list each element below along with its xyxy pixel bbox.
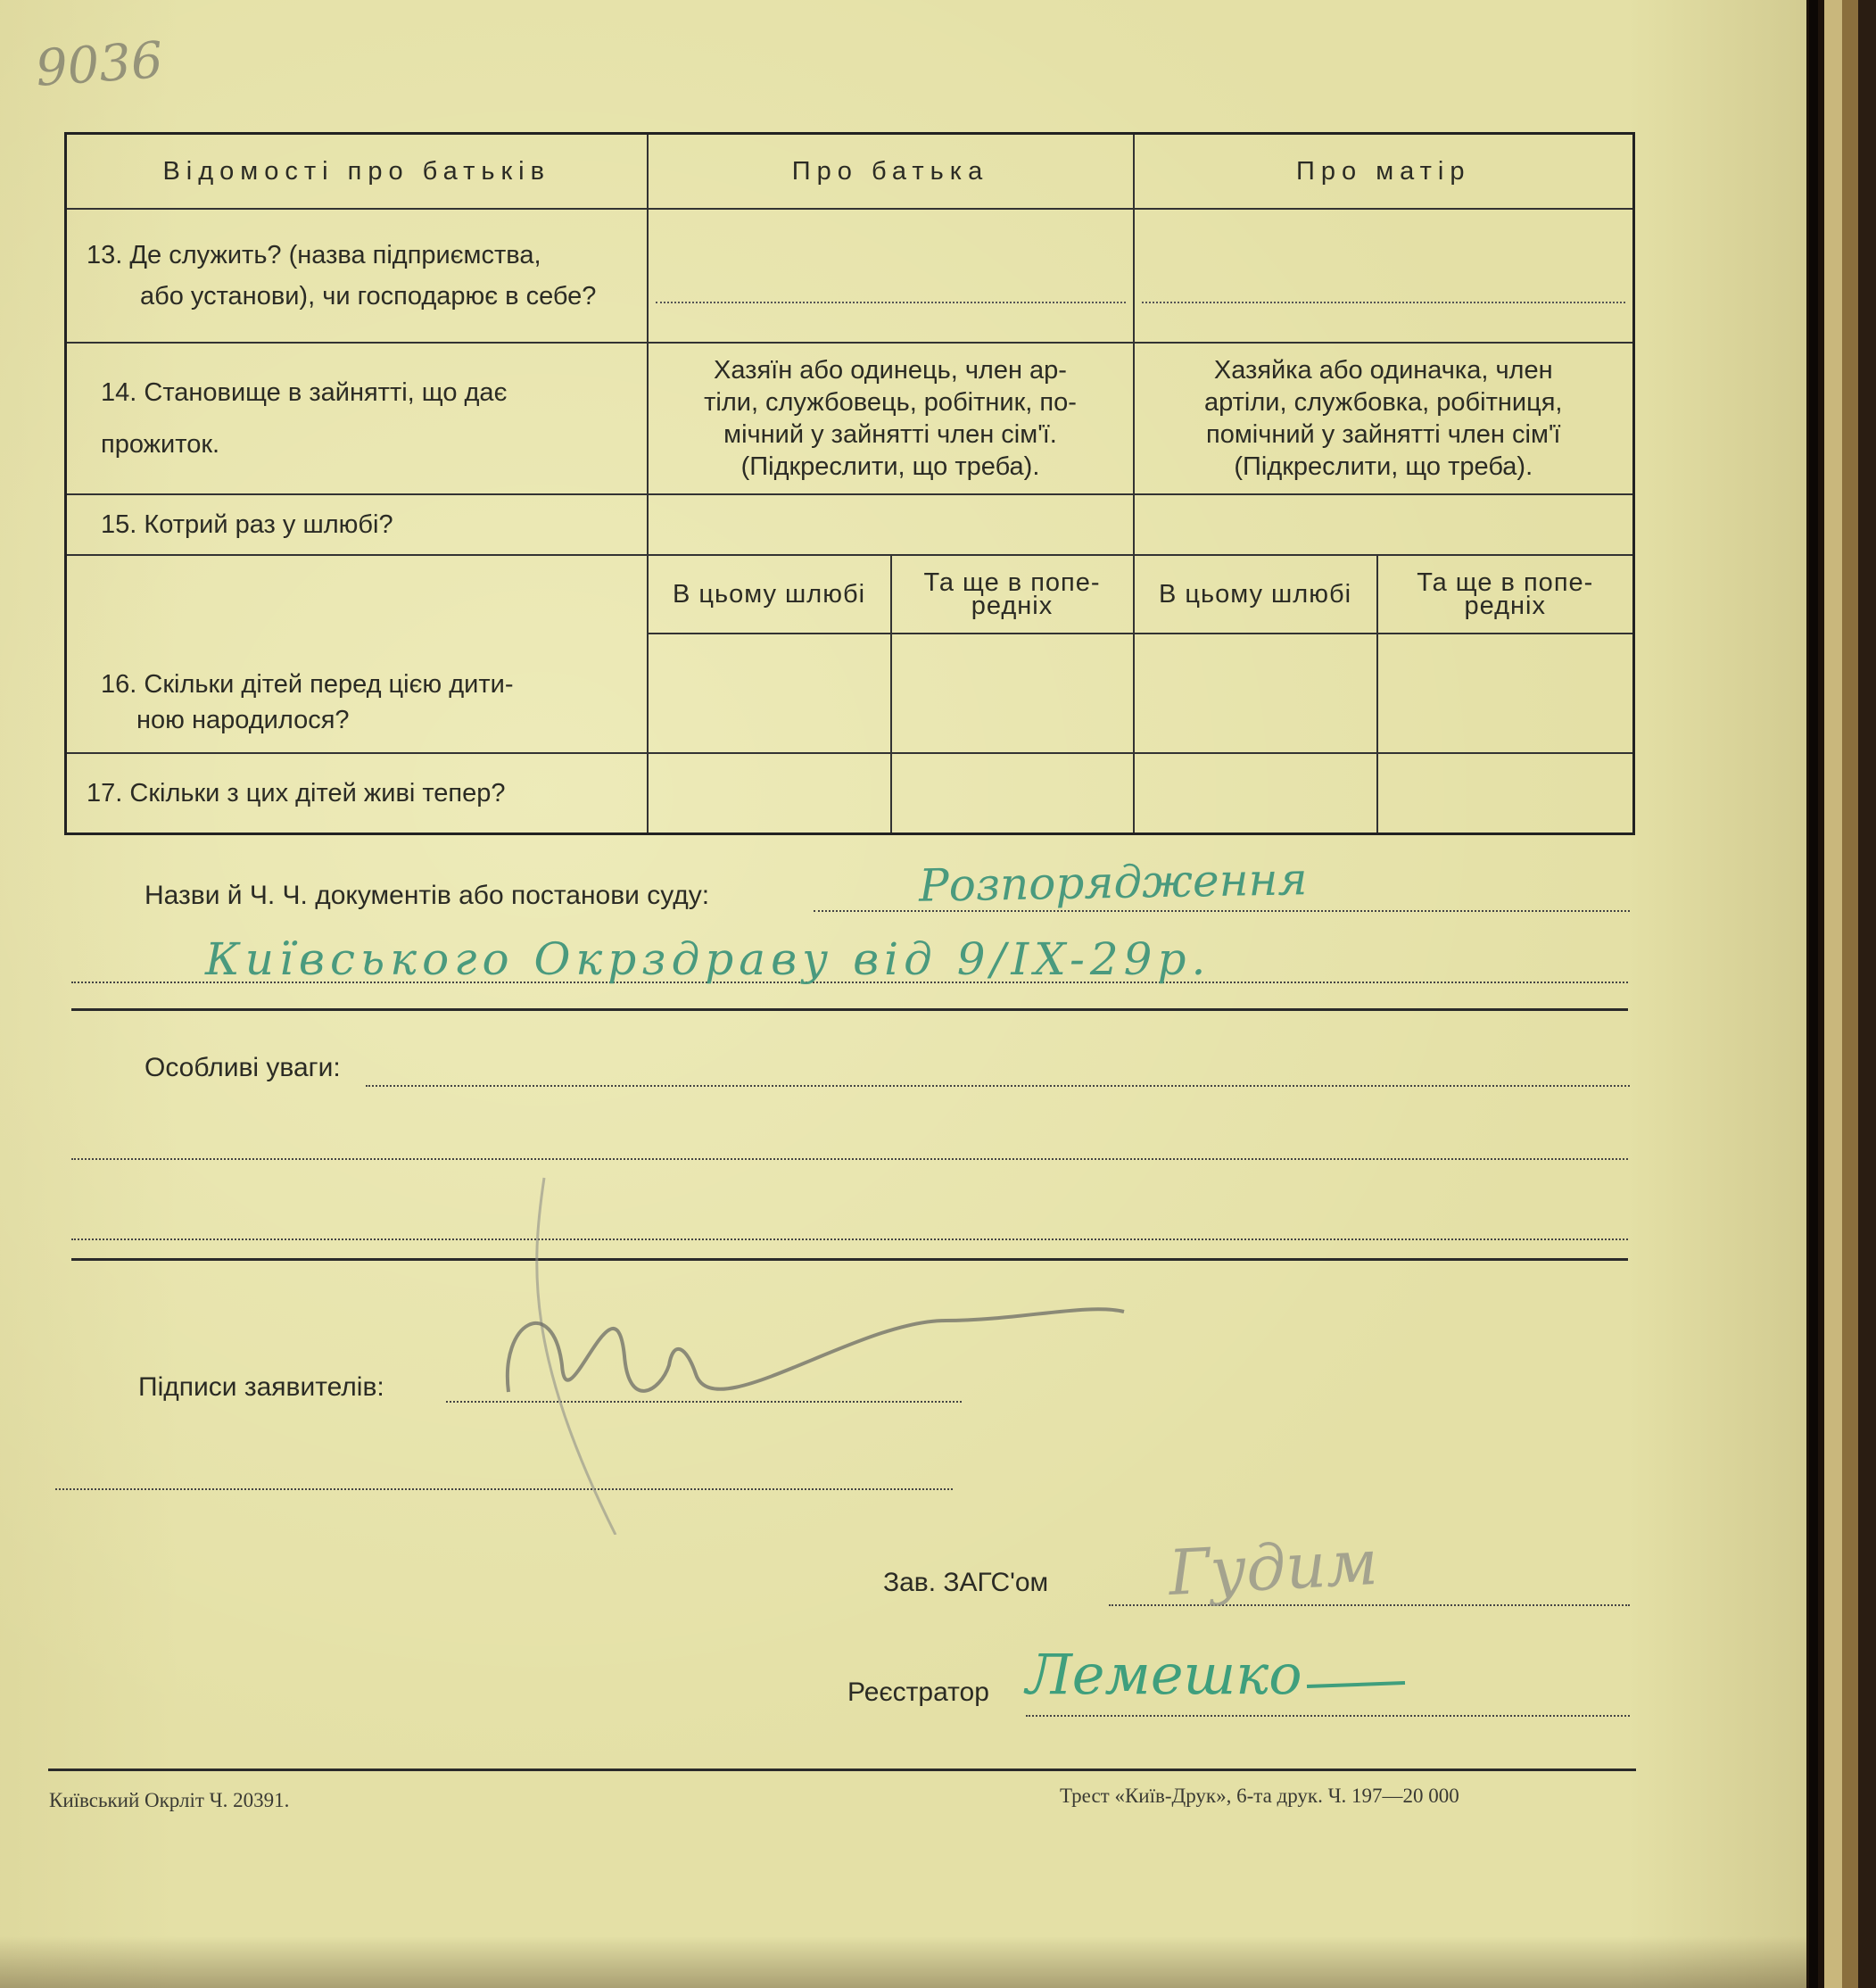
q17-father-previous-cell[interactable] bbox=[891, 753, 1134, 833]
q14-mother-line4: (Підкреслити, що треба). bbox=[1234, 452, 1533, 481]
q15-mother-cell[interactable] bbox=[1134, 494, 1634, 555]
question-14-line2: прожиток. bbox=[101, 430, 220, 459]
question-16-line2: ною народилося? bbox=[136, 706, 350, 734]
q17-mother-this-marriage-cell[interactable] bbox=[1134, 753, 1377, 833]
q14-mother-line1: Хазяйка або одиначка, член bbox=[1213, 356, 1553, 385]
q14-father-line1: Хазяїн або одинець, член ар- bbox=[714, 356, 1067, 385]
registrar-signature-stroke bbox=[1302, 1670, 1409, 1697]
header-about-father: Про батька bbox=[648, 134, 1134, 210]
mother-previous-header: Та ще в попе-редніх bbox=[1377, 555, 1634, 634]
remarks-line-1[interactable] bbox=[366, 1085, 1630, 1087]
question-13-line1: 13. Де служить? (назва підприємства, bbox=[87, 241, 541, 269]
q16-mother-previous-cell[interactable] bbox=[1377, 634, 1634, 753]
q13-father-cell[interactable] bbox=[648, 209, 1134, 343]
question-17: 17. Скільки з цих дітей живі тепер? bbox=[66, 753, 648, 833]
documents-label: Назви й Ч. Ч. документів або постанови суду: bbox=[145, 881, 710, 910]
mother-this-marriage-header: В цьому шлюбі bbox=[1134, 555, 1377, 634]
applicants-signatures-label: Підписи заявителів: bbox=[138, 1372, 384, 1402]
header-about-mother: Про матір bbox=[1134, 134, 1634, 210]
question-14-line1: 14. Становище в зайнятті, що дає bbox=[101, 378, 508, 407]
parents-info-table bbox=[64, 132, 1635, 835]
footer-right-imprint: Трест «Київ-Друк», 6-та друк. Ч. 197—20 000 bbox=[1060, 1785, 1459, 1807]
q14-father-options[interactable] bbox=[648, 343, 1134, 494]
q14-father-line3: мічний у зайнятті член сім'ї. bbox=[723, 420, 1057, 449]
q13-mother-dotted-line bbox=[1142, 248, 1626, 303]
row-q17 bbox=[66, 753, 1634, 833]
documents-separator bbox=[71, 1008, 1628, 1011]
father-previous-header: Та ще в попе-редніх bbox=[891, 555, 1134, 634]
zags-head-signature: Гудим bbox=[1167, 1525, 1380, 1611]
book-binding-gap bbox=[1809, 0, 1818, 1988]
documents-handwritten-line1: Розпорядження bbox=[918, 853, 1309, 912]
q14-father-line4: (Підкреслити, що треба). bbox=[740, 452, 1040, 481]
q15-father-cell[interactable] bbox=[648, 494, 1134, 555]
father-this-marriage-header: В цьому шлюбі bbox=[648, 555, 891, 634]
q14-father-line2: тіли, службовець, робітник, по- bbox=[704, 388, 1077, 417]
footer-separator bbox=[48, 1768, 1636, 1771]
question-15: 15. Котрий раз у шлюбі? bbox=[66, 494, 648, 555]
row-q15 bbox=[66, 494, 1634, 555]
question-16 bbox=[66, 555, 648, 753]
registrar-label: Реєстратор bbox=[847, 1677, 989, 1707]
question-13-line2: або установи), чи господарює в себе? bbox=[140, 282, 597, 311]
q17-father-this-marriage-cell[interactable] bbox=[648, 753, 891, 833]
zags-head-label: Зав. ЗАГС'ом bbox=[883, 1568, 1049, 1597]
archive-number-mark: 9036 bbox=[33, 31, 165, 98]
q17-mother-previous-cell[interactable] bbox=[1377, 753, 1634, 833]
registrar-signature-line[interactable] bbox=[1026, 1715, 1630, 1717]
q13-mother-cell[interactable] bbox=[1134, 209, 1634, 343]
header-parents-info: Відомості про батьків bbox=[66, 134, 648, 210]
registrar-signature: Лемешко bbox=[1026, 1642, 1302, 1707]
table-header-row bbox=[66, 134, 1634, 210]
q13-father-dotted-line bbox=[656, 248, 1126, 303]
footer-left-imprint: Київський Окрліт Ч. 20391. bbox=[49, 1789, 290, 1811]
question-14 bbox=[66, 343, 648, 494]
q16-father-this-marriage-cell[interactable] bbox=[648, 634, 891, 753]
remarks-label: Особливі уваги: bbox=[145, 1053, 341, 1082]
q14-mother-line3: помічний у зайнятті член сім'ї bbox=[1206, 420, 1561, 449]
q16-father-previous-cell[interactable] bbox=[891, 634, 1134, 753]
documents-handwritten-line2: Київського Окрздраву від 9/IX-29р. bbox=[205, 933, 1211, 985]
question-16-line1: 16. Скільки дітей перед цією дити- bbox=[101, 670, 514, 699]
row-q16 bbox=[66, 555, 1634, 634]
q14-mother-options[interactable] bbox=[1134, 343, 1634, 494]
q16-mother-this-marriage-cell[interactable] bbox=[1134, 634, 1377, 753]
q14-mother-line2: артіли, службовка, робітниця, bbox=[1204, 388, 1563, 417]
applicant-pencil-signature bbox=[482, 1160, 1160, 1535]
question-13 bbox=[66, 209, 648, 343]
page-bottom-shadow bbox=[0, 1936, 1806, 1988]
row-q14 bbox=[66, 343, 1634, 494]
row-q13 bbox=[66, 209, 1634, 343]
